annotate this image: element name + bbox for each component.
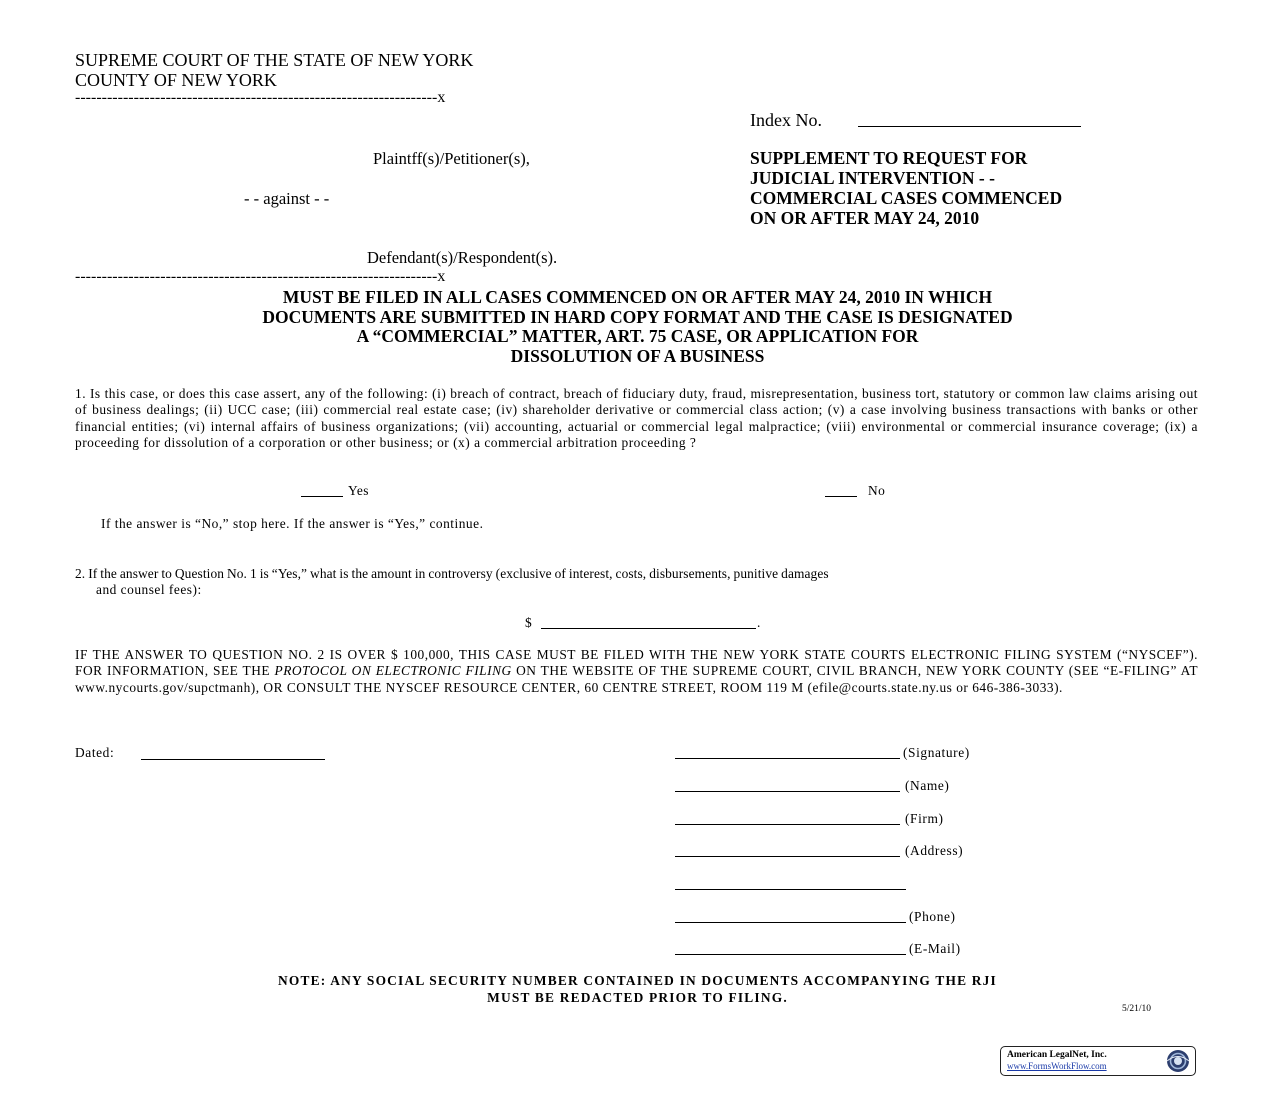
against-label: - - against - -	[244, 189, 330, 208]
efiling-text-cont: ON THE WEBSITE OF THE SUPREME COURT, CIVIL BRANCH, NEW YORK COUNTY (SEE “E-FILING” AT www.nycourts.gov/supctmanh), OR CONSULT THE NYSCEF RESOURCE CENTER, 60 CENTRE STREET, ROOM 119 M (efile@courts.state.ny.us or 646-386-3033).	[75, 663, 1198, 695]
yes-answer-line[interactable]	[301, 496, 343, 497]
form-title-line: JUDICIAL INTERVENTION - -	[750, 168, 995, 188]
note-line: NOTE: ANY SOCIAL SECURITY NUMBER CONTAINED IN DOCUMENTS ACCOMPANYING THE RJI	[278, 973, 997, 988]
index-number-field[interactable]	[858, 126, 1081, 127]
index-number-label: Index No.	[750, 110, 822, 130]
filing-requirement-notice	[75, 288, 1200, 366]
efiling-instructions	[75, 647, 1198, 696]
caption-separator-bottom: --------------------------------------------------------------------x	[75, 268, 446, 285]
address-field[interactable]	[675, 856, 900, 857]
notice-line: MUST BE FILED IN ALL CASES COMMENCED ON OR AFTER MAY 24, 2010 IN WHICH	[282, 287, 993, 307]
caption-separator-top: --------------------------------------------------------------------x	[75, 89, 446, 106]
ssn-redaction-note	[75, 973, 1200, 1006]
publisher-logo[interactable]	[1000, 1046, 1196, 1076]
amount-in-controversy-field[interactable]	[541, 628, 756, 629]
form-title	[750, 148, 1062, 228]
yes-label: Yes	[348, 483, 369, 498]
question-1-text: 1. Is this case, or does this case assert, any of the following: (i) breach of contract, breach of fiduciary duty, fraud, misrepresentation, business tort, statutory or common law claims arising out of business dealings; (ii) UCC case; (iii) commercial real estate case; (iv) shareholder derivative or commercial class action; (v) a case involving business transactions with banks or other financial entities; (vi) internal affairs of business organizations; (vii) accounting, actuarial or commercial legal malpractice; (viii) environmental or commercial insurance coverage; (ix) a proceeding for dissolution of a corporation or other business; or (x) a commercial arbitration proceeding ?	[75, 386, 1198, 451]
amount-period: .	[757, 615, 761, 630]
firm-label: (Firm)	[905, 811, 944, 826]
name-label: (Name)	[905, 778, 950, 793]
name-field[interactable]	[675, 791, 900, 792]
form-title-line: COMMERCIAL CASES COMMENCED	[750, 188, 1063, 208]
note-line: MUST BE REDACTED PRIOR TO FILING.	[487, 989, 788, 1005]
phone-label: (Phone)	[909, 909, 956, 924]
county-name: COUNTY OF NEW YORK	[75, 70, 277, 90]
question-2-text-cont: and counsel fees):	[96, 582, 202, 597]
phone-field[interactable]	[675, 922, 906, 923]
question-2-text: 2. If the answer to Question No. 1 is “Yes,” what is the amount in controversy (exclusive of interest, costs, disbursements, punitive damages	[75, 566, 829, 581]
address-label: (Address)	[905, 843, 964, 858]
globe-logo-icon	[1164, 1048, 1192, 1074]
question-1-instruction: If the answer is “No,” stop here. If the answer is “Yes,” continue.	[101, 516, 484, 531]
notice-line: A “COMMERCIAL” MATTER, ART. 75 CASE, OR APPLICATION FOR	[356, 326, 919, 347]
email-label: (E-Mail)	[909, 941, 961, 956]
dated-field[interactable]	[141, 759, 325, 760]
plaintiff-label: Plaintff(s)/Petitioner(s),	[373, 149, 530, 168]
signature-label: (Signature)	[903, 745, 970, 760]
email-field[interactable]	[675, 954, 906, 955]
signature-field[interactable]	[675, 758, 900, 759]
logo-website-link[interactable]: www.FormsWorkFlow.com	[1007, 1061, 1107, 1071]
logo-company-name: American LegalNet, Inc.	[1007, 1050, 1107, 1060]
form-title-line: ON OR AFTER MAY 24, 2010	[750, 208, 980, 228]
dated-label: Dated:	[75, 745, 115, 760]
no-label: No	[868, 483, 886, 498]
efiling-text: IF THE ANSWER TO QUESTION NO. 2 IS OVER $ 100,000, THIS CASE MUST BE FILED WITH THE NEW YORK STATE COURTS ELECTRONIC FILING SYSTEM (“NYSCEF”). FOR INFORMATION, SEE THE	[75, 647, 1198, 679]
address-field-line-2[interactable]	[675, 889, 906, 890]
firm-field[interactable]	[675, 824, 900, 825]
no-answer-line[interactable]	[825, 496, 857, 497]
court-name: SUPREME COURT OF THE STATE OF NEW YORK	[75, 50, 474, 70]
form-revision-date: 5/21/10	[1122, 1004, 1152, 1014]
defendant-label: Defendant(s)/Respondent(s).	[367, 248, 558, 267]
efiling-protocol-title: PROTOCOL ON ELECTRONIC FILING	[274, 663, 512, 679]
currency-symbol: $	[525, 615, 533, 630]
notice-line: DOCUMENTS ARE SUBMITTED IN HARD COPY FORMAT AND THE CASE IS DESIGNATED	[262, 306, 1013, 327]
form-title-line: SUPPLEMENT TO REQUEST FOR	[750, 148, 1028, 168]
notice-line: DISSOLUTION OF A BUSINESS	[510, 345, 765, 366]
